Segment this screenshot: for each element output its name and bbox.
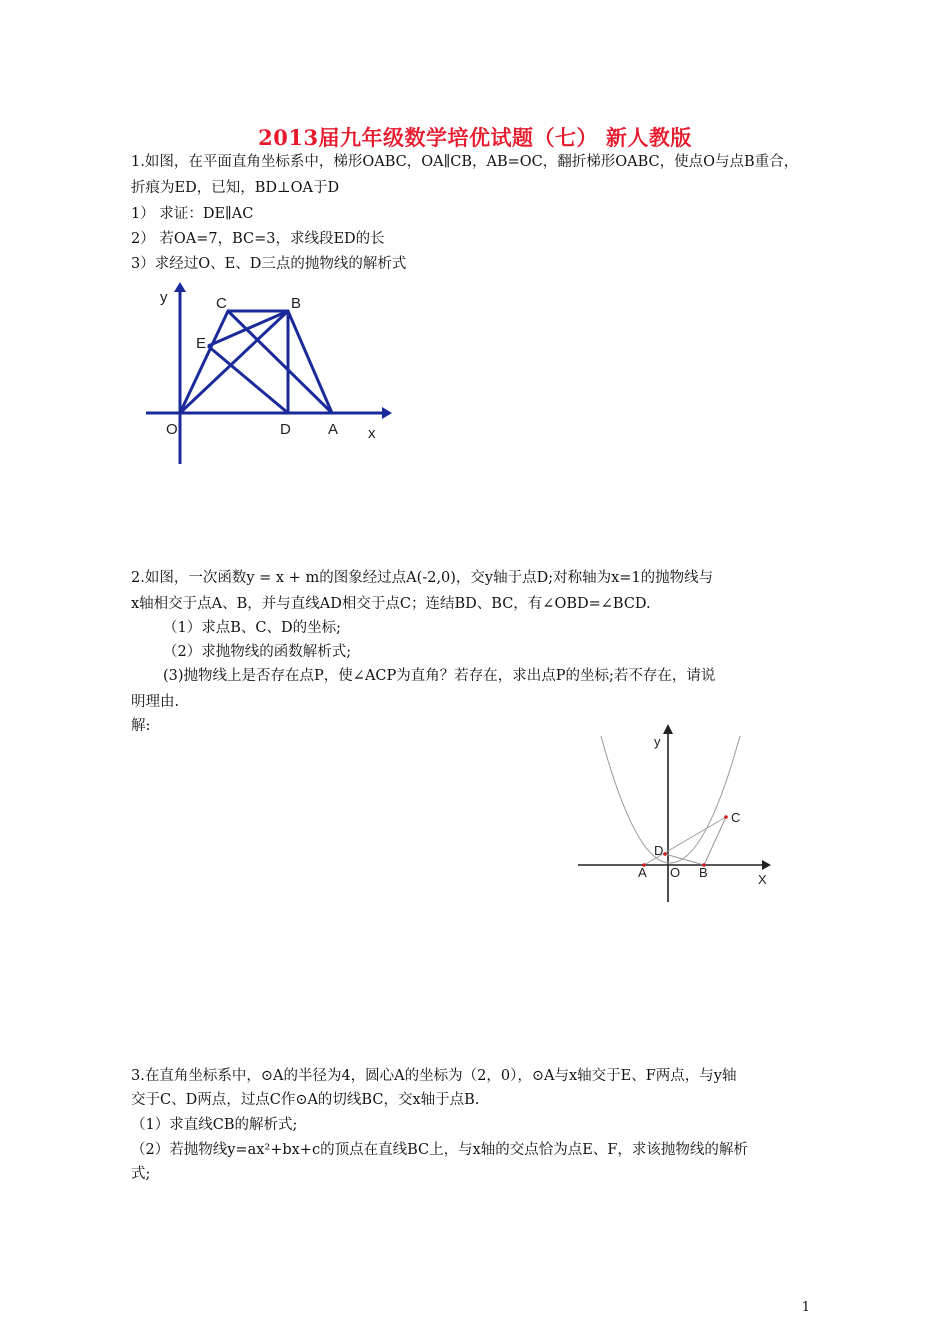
q1-sub3: 3）求经过O、E、D三点的抛物线的解析式 bbox=[131, 256, 407, 272]
q2-sub2: （2）求抛物线的函数解析式; bbox=[163, 644, 352, 660]
q1-label-d: D bbox=[280, 421, 291, 438]
q2-point-c bbox=[724, 815, 728, 819]
q2-label-x: X bbox=[758, 872, 767, 887]
q1-sub2: 2） 若OA=7，BC=3，求线段ED的长 bbox=[131, 231, 385, 247]
q3-sub1: （1）求直线CB的解析式; bbox=[131, 1117, 298, 1133]
q2-parabola bbox=[601, 736, 740, 863]
q1-label-a: A bbox=[328, 421, 339, 438]
q1-segment-ca bbox=[228, 311, 332, 413]
q1-line2: 折痕为ED，已知，BD⊥OA于D bbox=[131, 180, 340, 196]
q2-segment-bc bbox=[704, 817, 726, 865]
q2-y-arrow bbox=[663, 724, 673, 734]
q1-label-x: x bbox=[368, 425, 376, 442]
q2-label-c: C bbox=[731, 810, 741, 825]
q2-sub3a: (3)抛物线上是否存在点P，使∠ACP为直角？若存在，求出点P的坐标;若不存在，请说 bbox=[163, 668, 716, 684]
q1-sub1: 1） 求证：DE∥AC bbox=[131, 206, 254, 222]
q1-label-y: y bbox=[160, 289, 168, 306]
q1-label-o: O bbox=[166, 421, 178, 438]
q2-sub3b: 明理由. bbox=[131, 694, 180, 710]
q2-answer-label: 解: bbox=[131, 718, 151, 734]
q1-line1: 1.如图，在平面直角坐标系中，梯形OABC，OA∥CB，AB=OC，翻折梯形OABC，使点O与点B重合， bbox=[131, 154, 799, 170]
q2-point-d bbox=[663, 852, 667, 856]
q1-y-arrow bbox=[174, 282, 186, 292]
q1-label-e: E bbox=[196, 335, 207, 352]
q3-line1: 3.在直角坐标系中，⊙A的半径为4，圆心A的坐标为（2，0），⊙A与x轴交于E、F两点，与y轴 bbox=[131, 1068, 737, 1084]
q2-label-d: D bbox=[654, 843, 664, 858]
q3-sub2b: 式; bbox=[131, 1166, 151, 1182]
q1-label-b: B bbox=[291, 295, 302, 312]
document-title: 2013届九年级数学培优试题（七） 新人教版 bbox=[258, 125, 692, 150]
q2-line1: 2.如图，一次函数y = x + m的图象经过点A(-2,0)，交y轴于点D;对称轴为x=1的抛物线与 bbox=[131, 570, 714, 586]
q2-label-a: A bbox=[638, 865, 647, 880]
q1-x-arrow bbox=[382, 407, 392, 419]
q2-line2: x轴相交于点A、B，并与直线AD相交于点C；连结BD、BC，有∠OBD=∠BCD. bbox=[131, 596, 651, 612]
q1-trapezoid-figure bbox=[140, 282, 400, 472]
q2-label-y: y bbox=[654, 734, 661, 749]
q2-x-arrow bbox=[762, 860, 771, 870]
q2-label-b: B bbox=[699, 865, 708, 880]
q3-line2: 交于C、D两点，过点C作⊙A的切线BC，交x轴于点B. bbox=[131, 1092, 480, 1108]
q2-label-o: O bbox=[670, 865, 681, 880]
q2-parabola-figure bbox=[574, 724, 784, 904]
q1-label-c: C bbox=[216, 295, 227, 312]
page-number: 1 bbox=[801, 1300, 810, 1315]
q3-sub2a: （2）若抛物线y=ax²+bx+c的顶点在直线BC上，与x轴的交点恰为点E、F，求该抛物线的解析 bbox=[131, 1142, 748, 1158]
q2-sub1: （1）求点B、C、D的坐标; bbox=[163, 620, 341, 636]
